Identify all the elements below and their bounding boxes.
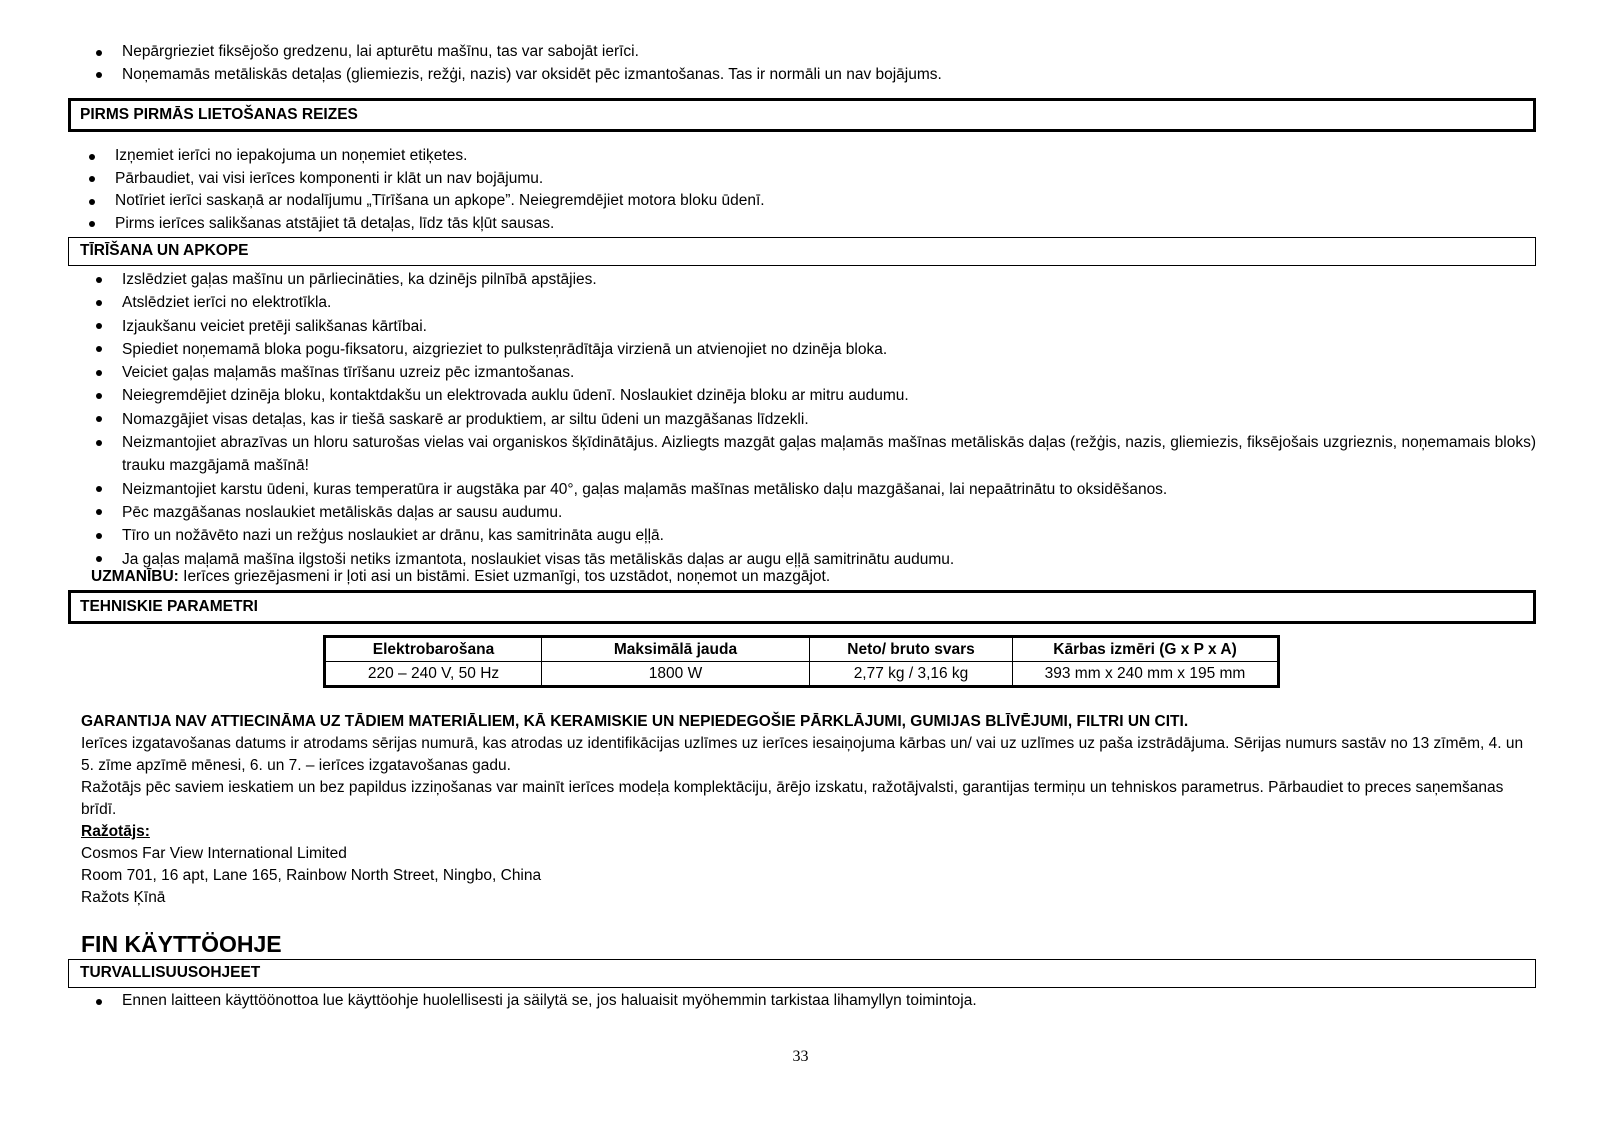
list-item: Pēc mazgāšanas noslaukiet metāliskās daļas ar sausu audumu. (68, 501, 1536, 524)
section-header-cleaning (68, 237, 1536, 266)
list-item: Tīro un nožāvēto nazi un režģus noslaukiet ar drānu, kas samitrināta augu eļļā. (68, 524, 1536, 547)
list-item: Notīriet ierīci saskaņā ar nodalījumu „Tīrīšana un apkope”. Neiegremdējiet motora bloku ūdenī. (61, 190, 1536, 213)
list-item: Neizmantojiet abrazīvas un hloru saturošas vielas vai organiskos šķīdinātājus. Aizliegts mazgāt gaļas maļamās mašīnas metāliskās daļas (režģis, nazis, gliemiezis, fiksējošais uzgrieznis, noņemamais bloks) trauku mazgājamā mašīnā! (68, 431, 1536, 478)
before-first-use-list (61, 145, 1536, 235)
warranty-paragraph-1: Ierīces izgatavošanas datums ir atrodams sērijas numurā, kas atrodas uz identifikācijas uzlīmes uz ierīces iesaiņojuma kārbas un/ vai uz uzlīmes uz paša izstrādājuma. Sērijas numurs sastāv no 13 zīmēm, 4. un 5. zīme apzīmē mēnesi, 6. un 7. – ierīces izgatavošanas gadu. (81, 735, 1524, 774)
manufacturer-name: Cosmos Far View International Limited (81, 845, 347, 862)
list-item: Ja gaļas maļamā mašīna ilgstoši netiks izmantota, noslaukiet visas tās metāliskās daļas ar augu eļļā samitrinātu audumu. (68, 548, 1536, 571)
section-title: TEHNISKIE PARAMETRI (80, 598, 258, 615)
page-number: 33 (792, 1048, 809, 1065)
manufacturer-label: Ražotājs: (81, 823, 150, 840)
table-header-cell: Neto/ bruto svars (810, 637, 1013, 662)
table-header-cell: Kārbas izmēri (G x P x A) (1013, 637, 1279, 662)
manufacturer-address: Room 701, 16 apt, Lane 165, Rainbow North Street, Ningbo, China (81, 867, 542, 884)
section-header-before-first-use (68, 98, 1536, 132)
table-header-cell: Maksimālā jauda (542, 637, 810, 662)
list-item: Nomazgājiet visas detaļas, kas ir tiešā saskarē ar produktiem, ar siltu ūdeni un mazgāšanas līdzekli. (68, 408, 1536, 431)
cleaning-warning (91, 566, 1531, 589)
warranty-paragraph-2: Ražotājs pēc saviem ieskatiem un bez papildus izziņošanas var mainīt ierīces modeļa komplektāciju, ārējo izskatu, ražotājvalsti, garantijas termiņu un tehniskos parametrus. Pārbaudiet to preces saņemšanas brīdī. (81, 779, 1504, 818)
warning-text: Ierīces griezējasmeni ir ļoti asi un bistāmi. Esiet uzmanīgi, tos uzstādot, noņemot un mazgājot. (178, 568, 831, 585)
tech-table (323, 635, 1280, 688)
list-item: Veiciet gaļas maļamās mašīnas tīrīšanu uzreiz pēc izmantošanas. (68, 361, 1536, 384)
warning-label: UZMANĪBU: (91, 568, 179, 585)
list-item: Neiegremdējiet dzinēja bloku, kontaktdakšu un elektrovada auklu ūdenī. Noslaukiet dzinēja bloku ar mitru audumu. (68, 384, 1536, 407)
list-item: Neizmantojiet karstu ūdeni, kuras temperatūra ir augstāka par 40°, gaļas maļamās mašīnas metālisko daļu mazgāšanai, lai nepaātrinātu to oksidēšanos. (68, 478, 1536, 501)
section-title: TĪRĪŠANA UN APKOPE (80, 242, 249, 259)
section-title: PIRMS PIRMĀS LIETOŠANAS REIZES (80, 106, 358, 123)
list-item: Noņemamās metāliskās detaļas (gliemiezis, režģi, nazis) var oksidēt pēc izmantošanas. Tas ir normāli un nav bojājums. (68, 64, 1536, 87)
list-item: Pārbaudiet, vai visi ierīces komponenti ir klāt un nav bojājumu. (61, 168, 1536, 191)
section-header-safety (68, 959, 1536, 988)
fin-title: FIN KÄYTTÖOHJE (81, 931, 282, 957)
fin-safety-list (68, 990, 1536, 1013)
table-row (325, 662, 1279, 687)
list-item: Izņemiet ierīci no iepakojuma un noņemiet etiķetes. (61, 145, 1536, 168)
list-item: Ennen laitteen käyttöönottoa lue käyttöohje huolellisesti ja säilytä se, jos haluaisit myöhemmin tarkistaa lihamyllyn toimintoja. (68, 990, 1536, 1013)
warranty-heading: GARANTIJA NAV ATTIECINĀMA UZ TĀDIEM MATERIĀLIEM, KĀ KERAMISKIE UN NEPIEDEGOŠIE PĀRKLĀJUMI, GUMIJAS BLĪVĒJUMI, FILTRI UN CITI. (81, 713, 1189, 730)
list-item: Izjaukšanu veiciet pretēji salikšanas kārtībai. (68, 315, 1536, 338)
section-title: TURVALLISUUSOHJEET (80, 964, 261, 981)
list-item: Izslēdziet gaļas mašīnu un pārliecināties, ka dzinējs pilnībā apstājies. (68, 268, 1536, 291)
table-header-row (325, 637, 1279, 662)
list-item: Atslēdziet ierīci no elektrotīkla. (68, 291, 1536, 314)
manufacturer-origin: Ražots Ķīnā (81, 889, 166, 906)
list-item: Spiediet noņemamā bloka pogu-fiksatoru, aizgrieziet to pulksteņrādītāja virzienā un atvienojiet no dzinēja bloka. (68, 338, 1536, 361)
list-item: Nepārgrieziet fiksējošo gredzenu, lai apturētu mašīnu, tas var sabojāt ierīci. (68, 41, 1536, 64)
list-item: Pirms ierīces salikšanas atstājiet tā detaļas, līdz tās kļūt sausas. (61, 213, 1536, 236)
table-cell: 220 – 240 V, 50 Hz (325, 662, 542, 687)
table-header-cell: Elektrobarošana (325, 637, 542, 662)
table-cell: 1800 W (542, 662, 810, 687)
cleaning-list (68, 268, 1536, 571)
table-cell: 393 mm x 240 mm x 195 mm (1013, 662, 1279, 687)
table-cell: 2,77 kg / 3,16 kg (810, 662, 1013, 687)
section-header-tech (68, 590, 1536, 624)
top-bullet-list (68, 41, 1536, 86)
